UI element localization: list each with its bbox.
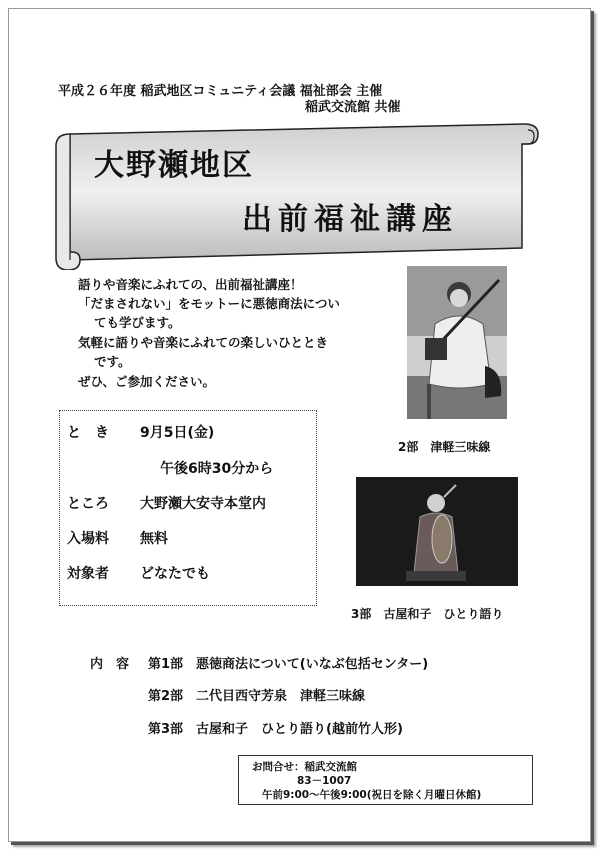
photo-caption-3: 3部 古屋和子 ひとり語り	[351, 607, 504, 621]
content-label: 内 容	[90, 657, 130, 672]
intro-line-4: 気軽に語りや音楽にふれての楽しいひととき	[78, 335, 329, 350]
target-value: どなたでも	[140, 566, 210, 582]
organizer-line: 平成２６年度 稲武地区コミュニティ会議 福祉部会 主催	[58, 84, 383, 99]
contact-phone: 83－1007	[297, 775, 352, 787]
contact-label: お問合せ：稲武交流館	[252, 761, 357, 773]
program-part-1: 第1部 悪徳商法について(いなぶ包括センター)	[148, 657, 429, 672]
cohost-line: 稲武交流館 共催	[305, 100, 401, 115]
time-value: 午後6時30分から	[160, 461, 274, 477]
photo-caption-2: 2部 津軽三味線	[398, 440, 491, 454]
place-label: ところ	[67, 496, 109, 512]
program-part-3: 第3部 古屋和子 ひとり語り(越前竹人形)	[148, 722, 403, 737]
storyteller-photo	[356, 477, 518, 586]
contact-hours: 午前9:00～午後9:00(祝日を除く月曜日休館)	[262, 789, 482, 801]
fee-label: 入場料	[67, 531, 109, 547]
target-label: 対象者	[67, 566, 109, 582]
fee-value: 無料	[140, 531, 168, 547]
intro-line-2: 「だまされない」をモットーに悪徳商法につい	[78, 296, 340, 311]
intro-line-5: です。	[94, 354, 131, 369]
intro-line-6: ぜひ、ご参加ください。	[78, 374, 216, 389]
program-part-2: 第2部 二代目西守芳泉 津軽三味線	[148, 689, 366, 704]
intro-line-1: 語りや音楽にふれての、出前福祉講座！	[78, 277, 303, 292]
title-banner	[52, 120, 542, 270]
place-value: 大野瀬大安寺本堂内	[140, 496, 266, 512]
intro-line-3: ても学びます。	[94, 315, 181, 330]
title-line-2: 出前福祉講座	[242, 202, 458, 237]
date-label: と き	[67, 425, 109, 441]
title-line-1: 大野瀬地区	[94, 148, 254, 183]
date-value: 9月5日(金)	[140, 425, 215, 441]
shamisen-performer-photo	[407, 266, 507, 419]
